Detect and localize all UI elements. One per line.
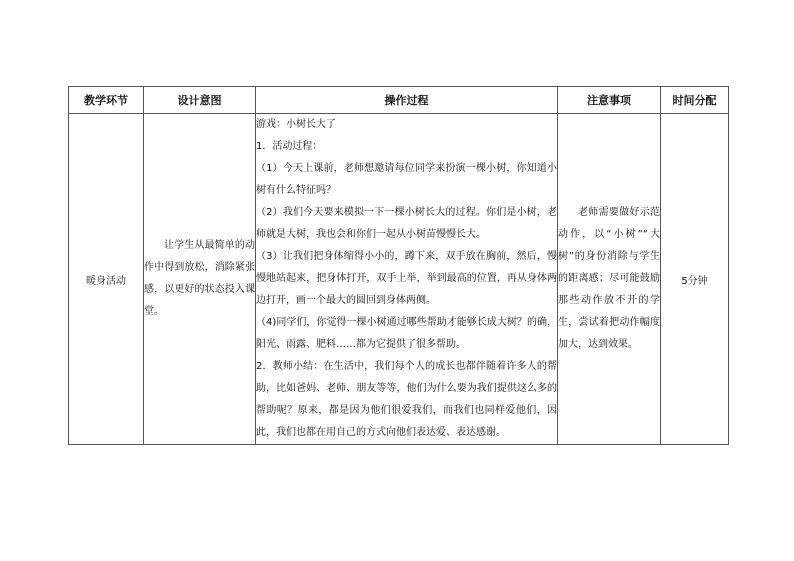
header-purpose: 设计意图 <box>144 87 256 114</box>
process-cell <box>256 114 558 445</box>
purpose-text: 让学生从最简单的动作中得到放松，消除紧张感，以更好的状态投入课堂。 <box>144 240 255 317</box>
process-line: （4)同学们，你觉得一棵小树通过哪些帮助才能够长成大树？的确，阳光、雨露、肥料……都为它提供了很多帮助。 <box>256 317 557 350</box>
time-cell: 5分钟 <box>661 114 729 445</box>
lesson-plan-table <box>68 86 729 445</box>
table-row <box>69 114 729 445</box>
process-line: （1）今天上课前，老师想邀请每位同学来扮演一棵小树，你知道小树有什么特征吗？ <box>256 163 557 196</box>
process-line: （3）让我们把身体缩得小小的，蹲下来，双手放在胸前，然后，慢慢地站起来，把身体打开，双手上举，举到最高的位置，再从身体两边打开，画一个最大的圆回到身体两侧。 <box>256 251 557 306</box>
header-stage: 教学环节 <box>69 87 144 114</box>
process-line: 2．教师小结：在生活中，我们每个人的成长也都伴随着许多人的帮助，比如爸妈、老师、朋友等等，他们为什么要为我们提供这么多的帮助呢？原来，都是因为他们很爱我们，而我们也同样爱他们，因此，我们也都在用自己的方式向他们表达爱、表达感谢。 <box>256 361 557 438</box>
header-time: 时间分配 <box>661 87 729 114</box>
process-line: （2）我们今天要来模拟一下一棵小树长大的过程。你们是小树，老师就是大树，我也会和你们一起从小树苗慢慢长大。 <box>256 207 557 240</box>
process-line: 游戏：小树长大了 <box>256 119 336 130</box>
header-process: 操作过程 <box>256 87 558 114</box>
process-line: 1．活动过程： <box>256 141 323 152</box>
notes-cell <box>558 114 661 445</box>
header-row <box>69 87 729 114</box>
stage-cell: 暖身活动 <box>69 114 144 445</box>
header-notes: 注意事项 <box>558 87 661 114</box>
notes-text: 老师需要做好示范动作，以“小树”“大树”的身份消除与学生的距离感；尽可能鼓励那些动作放不开的学生，尝试着把动作幅度加大，达到效果。 <box>558 207 660 350</box>
purpose-cell <box>144 114 256 445</box>
